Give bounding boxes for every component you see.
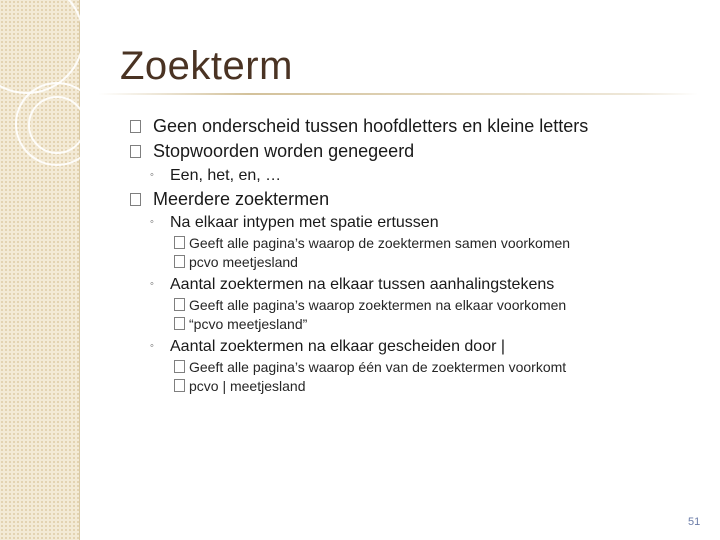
square-bullet-icon [174, 255, 185, 268]
square-bullet-icon [130, 193, 141, 206]
bullet-multiple-terms: Meerdere zoektermen [130, 189, 329, 210]
sub-sub-bullet: Geeft alle pagina’s waarop één van de zoektermen voorkomt [174, 359, 566, 375]
slide-title: Zoekterm [120, 44, 293, 88]
ring-bullet-icon: ◦ [150, 169, 154, 181]
sub-bullet-pipe: ◦ Aantal zoektermen na elkaar gescheiden door | [150, 338, 506, 355]
sub-sub-bullet: Geeft alle pagina’s waarop de zoektermen samen voorkomen [174, 235, 570, 251]
sub-sub-bullet: pcvo | meetjesland [174, 378, 305, 394]
decorative-ring-3 [28, 96, 86, 154]
sidebar-edge [79, 0, 80, 540]
square-bullet-icon [130, 145, 141, 158]
square-bullet-icon [174, 236, 185, 249]
sub-bullet-quotes: ◦ Aantal zoektermen na elkaar tussen aanhalingstekens [150, 276, 555, 293]
page-number: 51 [688, 516, 701, 528]
square-bullet-icon [174, 298, 185, 311]
ring-bullet-icon: ◦ [150, 340, 154, 352]
square-bullet-icon [174, 360, 185, 373]
ring-bullet-icon: ◦ [150, 216, 154, 228]
sub-bullet-stopwords-examples: ◦ Een, het, en, … [150, 167, 282, 184]
bullet-case-insensitive: Geen onderscheid tussen hoofdletters en kleine letters [130, 116, 588, 137]
bullet-stopwords: Stopwoorden worden genegeerd [130, 141, 414, 162]
sub-sub-bullet: Geeft alle pagina’s waarop zoektermen na elkaar voorkomen [174, 297, 566, 313]
sub-sub-bullet: pcvo meetjesland [174, 254, 298, 270]
ring-bullet-icon: ◦ [150, 278, 154, 290]
square-bullet-icon [174, 317, 185, 330]
sub-sub-bullet: “pcvo meetjesland” [174, 316, 307, 332]
title-divider [98, 93, 698, 95]
square-bullet-icon [174, 379, 185, 392]
sub-bullet-space-separated: ◦ Na elkaar intypen met spatie ertussen [150, 214, 439, 231]
square-bullet-icon [130, 120, 141, 133]
